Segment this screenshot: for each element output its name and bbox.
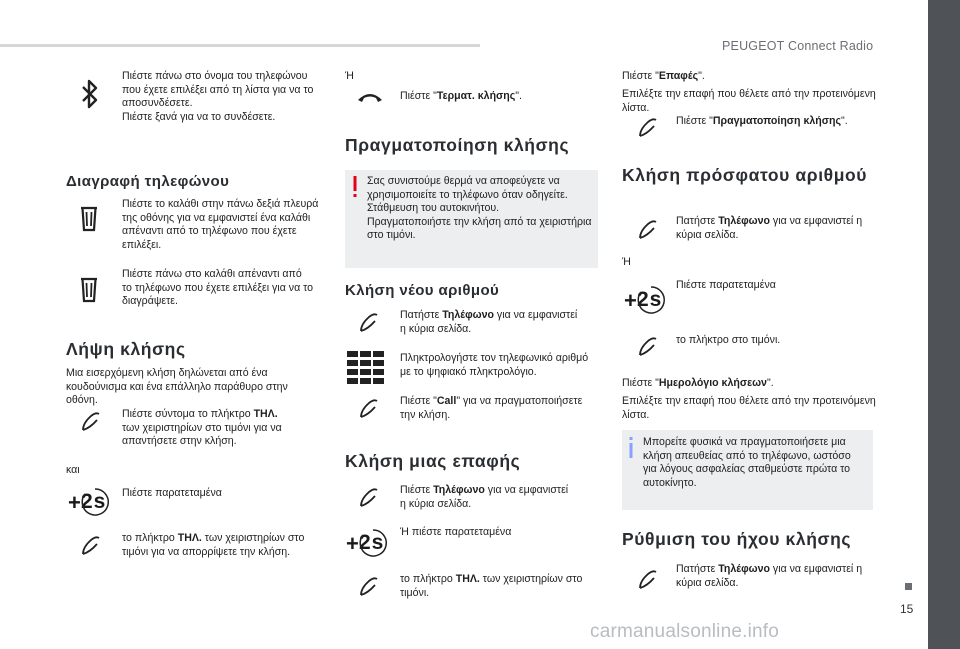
delete-step-2: Πιέστε πάνω στο καλάθι απέναντι από το τηλέφωνο που έχετε επιλέξει για να το διαγράψετε. bbox=[122, 268, 314, 308]
continue-marker bbox=[905, 583, 912, 590]
warning-text: Σας συνιστούμε θερμά να αποφεύγετε να χρησιμοποιείτε το τηλέφωνο όταν οδηγείτε. Στάθμευση του αυτοκινήτου. Πραγματοποιήστε την κλήση από τα χειριστήρια στο τιμόνι. bbox=[367, 175, 592, 242]
touch-icon bbox=[637, 219, 659, 241]
call-log-step: Πιέστε "Ημερολόγιο κλήσεων". bbox=[622, 377, 774, 389]
info-icon bbox=[628, 437, 634, 459]
watermark: carmanualsonline.info bbox=[590, 621, 780, 642]
warning-icon bbox=[352, 176, 358, 198]
pick-contact-text-2: Επιλέξτε την επαφή που θέλετε από την προτεινόμενη λίστα. bbox=[622, 395, 876, 421]
page-number: 15 bbox=[900, 602, 914, 616]
hold-label: Πιέστε παρατεταμένα bbox=[122, 487, 222, 499]
new-number-step-2: Πληκτρολογήστε τον τηλεφωνικό αριθμό με το ψηφιακό πληκτρολόγιο. bbox=[400, 352, 589, 378]
contact-step-2: Ή πιέστε παρατεταμένα bbox=[400, 526, 512, 538]
new-number-step-1: Πατήστε Τηλέφωνο για να εμφανιστεί η κύρια σελίδα. bbox=[400, 309, 578, 335]
section-title-make-call: Πραγματοποίηση κλήσης bbox=[345, 135, 570, 155]
make-call-step: Πιέστε "Πραγματοποίηση κλήσης". bbox=[676, 115, 848, 127]
header-rule bbox=[0, 44, 480, 47]
or-label: Ή bbox=[345, 70, 354, 82]
pick-contact-text: Επιλέξτε την επαφή που θέλετε από την προτεινόμενη λίστα. bbox=[622, 88, 876, 114]
touch-icon bbox=[637, 117, 659, 139]
hold-2s-icon: + 2s bbox=[624, 288, 663, 313]
warning-note bbox=[345, 170, 598, 268]
steering-button-icon bbox=[80, 535, 102, 557]
keypad-icon bbox=[347, 351, 385, 385]
steering-button-icon bbox=[80, 411, 102, 433]
page-sidebar bbox=[928, 0, 960, 649]
section-title-delete-phone: Διαγραφή τηλεφώνου bbox=[66, 173, 230, 190]
hang-up-step: Πιέστε "Τερματ. κλήσης". bbox=[400, 90, 522, 102]
section-title-ringtone: Ρύθμιση του ήχου κλήσης bbox=[622, 529, 852, 549]
section-title-new-number: Κλήση νέου αριθμού bbox=[345, 282, 500, 299]
new-number-step-3: Πιέστε "Call" για να πραγματοποιήσετε την κλήση. bbox=[400, 395, 583, 421]
bluetooth-icon bbox=[79, 78, 101, 110]
info-text: Μπορείτε φυσικά να πραγματοποιήσετε μια κλήση απευθείας από το τηλέφωνο, ωστόσο για λόγους ασφαλείας σταθμεύστε πρώτα το αυτοκίνητο. bbox=[643, 436, 851, 489]
section-title-receive-call: Λήψη κλήσης bbox=[66, 339, 186, 359]
touch-icon bbox=[358, 312, 380, 334]
recent-hold-label: Πιέστε παρατεταμένα bbox=[676, 279, 776, 291]
contacts-step: Πιέστε "Επαφές". bbox=[622, 70, 705, 82]
delete-step-1: Πιέστε το καλάθι στην πάνω δεξιά πλευρά της οθόνης για να εμφανιστεί ένα καλάθι απέναντι από το τηλέφωνο που έχετε επιλέξει. bbox=[122, 198, 319, 251]
section-title-recent-number: Κλήση πρόσφατου αριθμού bbox=[622, 165, 868, 185]
or-label: Ή bbox=[622, 256, 631, 268]
recent-step-2: το πλήκτρο στο τιμόνι. bbox=[676, 334, 781, 346]
contact-step-1: Πιέστε Τηλέφωνο για να εμφανιστεί η κύρια σελίδα. bbox=[400, 484, 569, 510]
contact-step-3: το πλήκτρο ΤΗΛ. των χειριστηρίων στο τιμόνι. bbox=[400, 573, 583, 599]
receive-intro: Μια εισερχόμενη κλήση δηλώνεται από ένα κουδούνισμα και ένα επάλληλο παράθυρο στην οθόνη. bbox=[66, 367, 288, 407]
header-title: PEUGEOT Connect Radio bbox=[722, 39, 874, 53]
ringtone-step: Πατήστε Τηλέφωνο για να εμφανιστεί η κύρια σελίδα. bbox=[676, 563, 863, 589]
steering-button-icon bbox=[637, 336, 659, 358]
trash-icon bbox=[79, 276, 99, 304]
bluetooth-instructions: Πιέστε πάνω στο όνομα του τηλεφώνου που έχετε επιλέξει από τη λίστα για να το αποσυνδέσετε. Πιέστε ξανά για να το συνδέσετε. bbox=[122, 70, 314, 123]
section-title-call-contact: Κλήση μιας επαφής bbox=[345, 451, 521, 471]
receive-step-answer: Πιέστε σύντομα το πλήκτρο ΤΗΛ. των χειριστηρίων στο τιμόνι για να απαντήσετε στην κλήση. bbox=[122, 408, 282, 448]
trash-icon bbox=[79, 205, 99, 233]
recent-step-1: Πατήστε Τηλέφωνο για να εμφανιστεί η κύρια σελίδα. bbox=[676, 215, 863, 241]
and-label: και bbox=[66, 464, 80, 476]
hold-2s-icon: + 2s bbox=[68, 490, 107, 515]
hang-up-icon bbox=[356, 90, 384, 104]
hold-2s-icon: + 2s bbox=[346, 531, 385, 556]
touch-icon bbox=[358, 487, 380, 509]
steering-button-icon bbox=[358, 576, 380, 598]
touch-icon bbox=[637, 569, 659, 591]
receive-step-reject: το πλήκτρο ΤΗΛ. των χειριστηρίων στο τιμόνι για να απορρίψετε την κλήση. bbox=[122, 532, 305, 558]
info-note bbox=[622, 430, 873, 510]
touch-icon bbox=[358, 398, 380, 420]
